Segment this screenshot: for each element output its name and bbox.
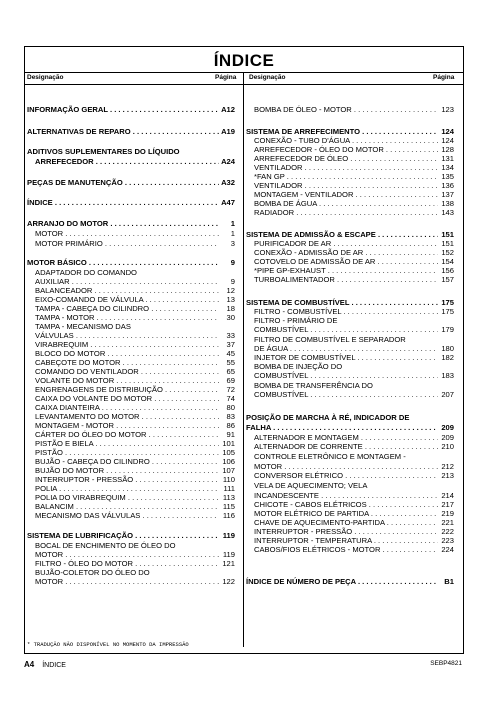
- entry-page: 151: [441, 230, 454, 239]
- index-entry: [254, 500, 454, 509]
- entry-page: 105: [222, 448, 235, 457]
- entry-label: TURBOALIMENTADOR . . .: [254, 275, 438, 284]
- entry-label: INFORMAÇÃO GERAL . . .: [27, 105, 219, 114]
- entry-page: 101: [222, 439, 235, 448]
- entry-page: 121: [222, 559, 235, 568]
- index-entry: [254, 154, 454, 163]
- index-entry: [254, 471, 454, 480]
- entry-label: PISTÃO . . .: [35, 448, 219, 457]
- entry-page: B1: [444, 577, 454, 586]
- index-entry: [35, 229, 235, 238]
- entry-page: 74: [226, 394, 235, 403]
- entry-label: BOMBA DE TRANSFERÊNCIA DO: [254, 381, 373, 390]
- footer-page-number: A4: [24, 660, 35, 669]
- entry-label: SISTEMA DE LUBRIFICAÇÃO . . .: [27, 531, 219, 540]
- entry-label: FALHA . . .: [246, 423, 438, 432]
- entry-label: SISTEMA DE ADMISSÃO & ESCAPE . . .: [246, 230, 438, 239]
- index-entry: [35, 466, 235, 475]
- index-entry: [254, 381, 454, 390]
- entry-label: BALANCIM . . .: [35, 502, 219, 511]
- entry-label: FILTRO - COMBUSTÍVEL . . .: [254, 307, 438, 316]
- index-entry: [35, 340, 235, 349]
- entry-page: 86: [226, 421, 235, 430]
- index-entry: [254, 433, 454, 442]
- entry-label: MONTAGEM - VENTILADOR . . .: [254, 190, 438, 199]
- index-entry: [35, 439, 235, 448]
- index-entry: [254, 248, 454, 257]
- entry-page: 65: [226, 367, 235, 376]
- index-frame: [24, 46, 464, 654]
- index-entry: [254, 307, 454, 316]
- entry-page: 207: [441, 390, 454, 399]
- index-entry: [35, 559, 235, 568]
- entry-label: POSIÇÃO DE MARCHA À RÉ, INDICADOR DE: [246, 413, 410, 422]
- entry-label: FILTRO - PRIMÁRIO DE: [254, 316, 338, 325]
- footer-section: ÍNDICE: [42, 662, 66, 669]
- entry-page: 124: [441, 127, 454, 136]
- entry-page: 212: [441, 462, 454, 471]
- index-entry: [35, 277, 235, 286]
- entry-page: 13: [226, 295, 235, 304]
- entry-label: ALTERNADOR DE CORRENTE . . .: [254, 442, 438, 451]
- entry-page: 209: [441, 423, 454, 432]
- entry-label: ARREFECEDOR . . .: [35, 157, 219, 166]
- index-entry: [35, 157, 235, 166]
- entry-page: 83: [226, 412, 235, 421]
- entry-page: A12: [221, 105, 235, 114]
- entry-page: 106: [222, 457, 235, 466]
- index-entry: [254, 266, 454, 275]
- index-entry: [35, 331, 235, 340]
- entry-label: ARREFECEDOR DE ÓLEO . . .: [254, 154, 438, 163]
- entry-label: BUJÃO DO MOTOR . . .: [35, 466, 219, 475]
- index-entry: [27, 105, 235, 114]
- entry-label: PISTÃO E BIELA . . .: [35, 439, 219, 448]
- entry-page: 122: [222, 577, 235, 586]
- index-entry: [254, 335, 454, 344]
- entry-label: CONVERSOR ELÉTRICO . . .: [254, 471, 438, 480]
- entry-label: CONEXÃO - ADMISSÃO DE AR . . .: [254, 248, 438, 257]
- entry-page: A24: [221, 157, 235, 166]
- entry-label: MOTOR . . .: [254, 462, 438, 471]
- index-entry: [254, 491, 454, 500]
- entry-page: 30: [226, 313, 235, 322]
- index-entry: [27, 178, 235, 187]
- index-entry: [35, 484, 235, 493]
- entry-label: ÍNDICE . . .: [27, 198, 219, 207]
- entry-label: COMANDO DO VENTILADOR . . .: [35, 367, 219, 376]
- entry-label: BUJÃO - CABEÇA DO CILINDRO . . .: [35, 457, 219, 466]
- entry-label: CABEÇOTE DO MOTOR . . .: [35, 358, 219, 367]
- index-entry: [254, 181, 454, 190]
- index-entry: [246, 423, 454, 432]
- index-entry: [254, 172, 454, 181]
- entry-label: CONEXÃO - TUBO D'ÁGUA . . .: [254, 136, 438, 145]
- index-entry: [35, 502, 235, 511]
- index-entry: [254, 257, 454, 266]
- entry-label: TAMPA - MECANISMO DAS: [35, 322, 131, 331]
- index-entry: [35, 349, 235, 358]
- entry-page: 119: [222, 550, 235, 559]
- entry-label: VIRABREQUIM . . .: [35, 340, 219, 349]
- index-entry: [35, 577, 235, 586]
- entry-label: BOCAL DE ENCHIMENTO DE ÓLEO DO: [35, 541, 176, 550]
- entry-label: FILTRO - ÓLEO DO MOTOR . . .: [35, 559, 219, 568]
- entry-label: CÁRTER DO ÓLEO DO MOTOR . . .: [35, 430, 219, 439]
- index-entry: [35, 394, 235, 403]
- entry-page: 217: [441, 500, 454, 509]
- entry-page: 111: [223, 484, 235, 493]
- index-entry: [27, 219, 235, 228]
- entry-page: 9: [230, 258, 235, 267]
- entry-page: 107: [222, 466, 235, 475]
- index-entry: [254, 163, 454, 172]
- entry-label: CHAVE DE AQUECIMENTO-PARTIDA . . .: [254, 518, 438, 527]
- left-designacao-header: Designação: [27, 74, 64, 81]
- entry-page: A47: [221, 198, 235, 207]
- entry-page: 224: [441, 545, 454, 554]
- entry-label: VÁLVULAS . . .: [35, 331, 219, 340]
- index-entry: [254, 518, 454, 527]
- entry-page: 219: [441, 509, 454, 518]
- entry-page: 134: [441, 163, 454, 172]
- entry-label: PEÇAS DE MANUTENÇÃO . . .: [27, 178, 219, 187]
- page-title: ÍNDICE: [213, 51, 275, 70]
- index-entry: [27, 147, 235, 156]
- entry-page: 1: [230, 229, 235, 238]
- entry-label: ENGRENAGENS DE DISTRIBUIÇÃO . . .: [35, 385, 219, 394]
- entry-label: BUJÃO-COLETOR DO ÓLEO DO: [35, 568, 150, 577]
- entry-page: 209: [441, 433, 454, 442]
- index-entry: [27, 531, 235, 540]
- index-entry: [35, 448, 235, 457]
- index-entry: [246, 230, 454, 239]
- column-divider: [243, 72, 244, 647]
- entry-label: CAIXA DIANTEIRA . . .: [35, 403, 219, 412]
- entry-label: POLIA . . .: [35, 484, 219, 493]
- index-entry: [27, 258, 235, 267]
- entry-label: AUXILIAR . . .: [35, 277, 219, 286]
- right-designacao-header: Designação: [249, 74, 286, 81]
- entry-page: 55: [226, 358, 235, 367]
- entry-page: A19: [221, 127, 235, 136]
- entry-label: LEVANTAMENTO DO MOTOR . . .: [35, 412, 219, 421]
- entry-label: TAMPA - MOTOR . . .: [35, 313, 219, 322]
- entry-page: 222: [441, 527, 454, 536]
- entry-label: MOTOR BÁSICO . . .: [27, 258, 219, 267]
- entry-page: 152: [441, 248, 454, 257]
- entry-label: DE ÁGUA . . .: [254, 344, 438, 353]
- index-entry: [35, 475, 235, 484]
- index-entry: [254, 371, 454, 380]
- entry-label: *PIPE GP-EXHAUST . . .: [254, 266, 438, 275]
- entry-label: CHICOTE - CABOS ELÉTRICOS . . .: [254, 500, 438, 509]
- index-entry: [254, 390, 454, 399]
- entry-page: 136: [441, 181, 454, 190]
- entry-page: 138: [441, 199, 454, 208]
- entry-page: 175: [441, 307, 454, 316]
- footer-doc-code: SEBP4821: [430, 660, 462, 667]
- index-entry: [27, 198, 235, 207]
- index-entry: [35, 385, 235, 394]
- right-pagina-header: Página: [433, 74, 455, 81]
- entry-label: EIXO-COMANDO DE VÁLVULA . . .: [35, 295, 219, 304]
- entry-page: 119: [222, 531, 235, 540]
- index-entry: [246, 413, 454, 422]
- index-entry: [246, 577, 454, 586]
- index-entry: [254, 190, 454, 199]
- entry-label: TAMPA - CABEÇA DO CILINDRO . . .: [35, 304, 219, 313]
- entry-label: ALTERNATIVAS DE REPARO . . .: [27, 127, 219, 136]
- entry-label: INTERRUPTOR - PRESSÃO . . .: [35, 475, 219, 484]
- index-entry: [254, 362, 454, 371]
- entry-page: 18: [226, 304, 235, 313]
- entry-page: 137: [441, 190, 454, 199]
- entry-page: 175: [441, 298, 454, 307]
- entry-page: 157: [441, 275, 454, 284]
- entry-label: ÍNDICE DE NÚMERO DE PEÇA . . .: [246, 577, 438, 586]
- entry-page: 37: [226, 340, 235, 349]
- index-entry: [254, 344, 454, 353]
- entry-page: 131: [441, 154, 454, 163]
- entry-page: 179: [441, 325, 454, 334]
- footnote: * TRADUÇÃO NÃO DISPONÍVEL NO MOMENTO DA IMPRESSÃO: [27, 641, 189, 648]
- entry-page: 1: [230, 219, 235, 228]
- entry-page: 45: [226, 349, 235, 358]
- entry-label: ALTERNADOR E MONTAGEM . . .: [254, 433, 438, 442]
- entry-page: 3: [230, 239, 235, 248]
- index-entry: [246, 298, 454, 307]
- entry-page: 182: [441, 353, 454, 362]
- entry-label: VENTILADOR . . .: [254, 163, 438, 172]
- index-entry: [254, 316, 454, 325]
- index-entry: [35, 511, 235, 520]
- entry-page: 221: [441, 518, 454, 527]
- entry-page: 80: [226, 403, 235, 412]
- entry-page: 123: [441, 105, 454, 114]
- entry-label: COMBUSTÍVEL . . .: [254, 325, 438, 334]
- index-entry: [35, 430, 235, 439]
- index-entry: [254, 545, 454, 554]
- entry-page: 115: [222, 502, 235, 511]
- entry-page: 214: [441, 491, 454, 500]
- index-entry: [254, 208, 454, 217]
- entry-page: 9: [230, 277, 235, 286]
- entry-page: 72: [226, 385, 235, 394]
- index-entry: [35, 313, 235, 322]
- entry-label: CONTROLE ELETRÔNICO E MONTAGEM -: [254, 452, 406, 461]
- right-header-rule: [244, 84, 463, 85]
- index-entry: [246, 127, 454, 136]
- entry-label: COMBUSTÍVEL . . .: [254, 390, 438, 399]
- index-entry: [35, 367, 235, 376]
- index-entry: [35, 286, 235, 295]
- index-entry: [254, 199, 454, 208]
- entry-label: INJETOR DE COMBUSTÍVEL . . .: [254, 353, 438, 362]
- entry-label: MOTOR . . .: [35, 577, 219, 586]
- index-entry: [254, 239, 454, 248]
- entry-page: 154: [441, 257, 454, 266]
- entry-label: ADAPTADOR DO COMANDO: [35, 268, 137, 277]
- entry-page: 110: [222, 475, 235, 484]
- entry-label: RADIADOR . . .: [254, 208, 438, 217]
- entry-label: SISTEMA DE COMBUSTÍVEL . . .: [246, 298, 438, 307]
- entry-label: ARREFECEDOR - ÓLEO DO MOTOR . . .: [254, 145, 438, 154]
- entry-label: ADITIVOS SUPLEMENTARES DO LÍQUIDO: [27, 147, 180, 156]
- entry-label: MOTOR PRIMÁRIO . . .: [35, 239, 219, 248]
- entry-label: ARRANJO DO MOTOR . . .: [27, 219, 219, 228]
- index-entry: [254, 275, 454, 284]
- index-entry: [35, 412, 235, 421]
- entry-label: BLOCO DO MOTOR . . .: [35, 349, 219, 358]
- entry-label: PURIFICADOR DE AR . . .: [254, 239, 438, 248]
- entry-label: BALANCEADOR . . .: [35, 286, 219, 295]
- index-entry: [35, 295, 235, 304]
- index-entry: [35, 421, 235, 430]
- entry-label: VELA DE AQUECIMENTO; VELA: [254, 481, 368, 490]
- entry-page: 210: [441, 442, 454, 451]
- entry-label: CABOS/FIOS ELÉTRICOS - MOTOR . . .: [254, 545, 438, 554]
- entry-label: VOLANTE DO MOTOR . . .: [35, 376, 219, 385]
- entry-label: INTERRUPTOR - PRESSÃO . . .: [254, 527, 438, 536]
- entry-page: 91: [226, 430, 235, 439]
- index-entry: [35, 304, 235, 313]
- index-entry: [35, 568, 235, 577]
- left-pagina-header: Página: [215, 74, 237, 81]
- entry-label: MOTOR ELÉTRICO DE PARTIDA . . .: [254, 509, 438, 518]
- entry-page: 180: [441, 344, 454, 353]
- index-entry: [254, 462, 454, 471]
- entry-label: INTERRUPTOR - TEMPERATURA . . .: [254, 536, 438, 545]
- entry-page: 135: [441, 172, 454, 181]
- entry-page: 213: [441, 471, 454, 480]
- entry-label: SISTEMA DE ARREFECIMENTO . . .: [246, 127, 438, 136]
- index-entry: [254, 105, 454, 114]
- entry-page: 116: [222, 511, 235, 520]
- entry-page: 156: [441, 266, 454, 275]
- index-entry: [35, 493, 235, 502]
- index-entry: [254, 509, 454, 518]
- index-entry: [254, 145, 454, 154]
- index-entry: [35, 403, 235, 412]
- index-entry: [35, 268, 235, 277]
- entry-label: FILTRO DE COMBUSTÍVEL E SEPARADOR: [254, 335, 406, 344]
- entry-page: 33: [226, 331, 235, 340]
- index-entry: [27, 127, 235, 136]
- entry-page: 223: [441, 536, 454, 545]
- entry-label: COTOVELO DE ADMISSÃO DE AR . . .: [254, 257, 438, 266]
- entry-label: MECANISMO DAS VÁLVULAS . . .: [35, 511, 219, 520]
- index-entry: [254, 481, 454, 490]
- entry-label: COMBUSTÍVEL . . .: [254, 371, 438, 380]
- entry-label: MOTOR . . .: [35, 229, 219, 238]
- index-entry: [254, 527, 454, 536]
- index-entry: [254, 452, 454, 461]
- entry-page: 183: [441, 371, 454, 380]
- index-entry: [35, 358, 235, 367]
- entry-page: 128: [441, 145, 454, 154]
- entry-label: VENTILADOR . . .: [254, 181, 438, 190]
- index-entry: [35, 550, 235, 559]
- entry-page: 113: [222, 493, 235, 502]
- index-entry: [35, 457, 235, 466]
- index-entry: [254, 536, 454, 545]
- entry-label: MOTOR . . .: [35, 550, 219, 559]
- index-entry: [35, 541, 235, 550]
- entry-label: BOMBA DE ÁGUA . . .: [254, 199, 438, 208]
- footer-left: [24, 660, 66, 669]
- index-entry: [35, 376, 235, 385]
- entry-label: MONTAGEM - MOTOR . . .: [35, 421, 219, 430]
- entry-page: 124: [441, 136, 454, 145]
- entry-label: BOMBA DE INJEÇÃO DO: [254, 362, 343, 371]
- index-entry: [254, 136, 454, 145]
- entry-page: 143: [441, 208, 454, 217]
- index-entry: [254, 442, 454, 451]
- title-divider: [25, 72, 463, 73]
- index-entry: [35, 239, 235, 248]
- index-entry: [254, 353, 454, 362]
- entry-label: *FAN GP . . .: [254, 172, 438, 181]
- index-entry: [254, 325, 454, 334]
- entry-label: POLIA DO VIRABREQUIM . . .: [35, 493, 219, 502]
- entry-label: INCANDESCENTE . . .: [254, 491, 438, 500]
- entry-label: BOMBA DE ÓLEO - MOTOR . . .: [254, 105, 438, 114]
- left-header-rule: [25, 84, 243, 85]
- index-entry: [35, 322, 235, 331]
- entry-label: CAIXA DO VOLANTE DO MOTOR . . .: [35, 394, 219, 403]
- entry-page: 151: [441, 239, 454, 248]
- entry-page: 69: [226, 376, 235, 385]
- entry-page: 12: [226, 286, 235, 295]
- entry-page: A32: [221, 178, 235, 187]
